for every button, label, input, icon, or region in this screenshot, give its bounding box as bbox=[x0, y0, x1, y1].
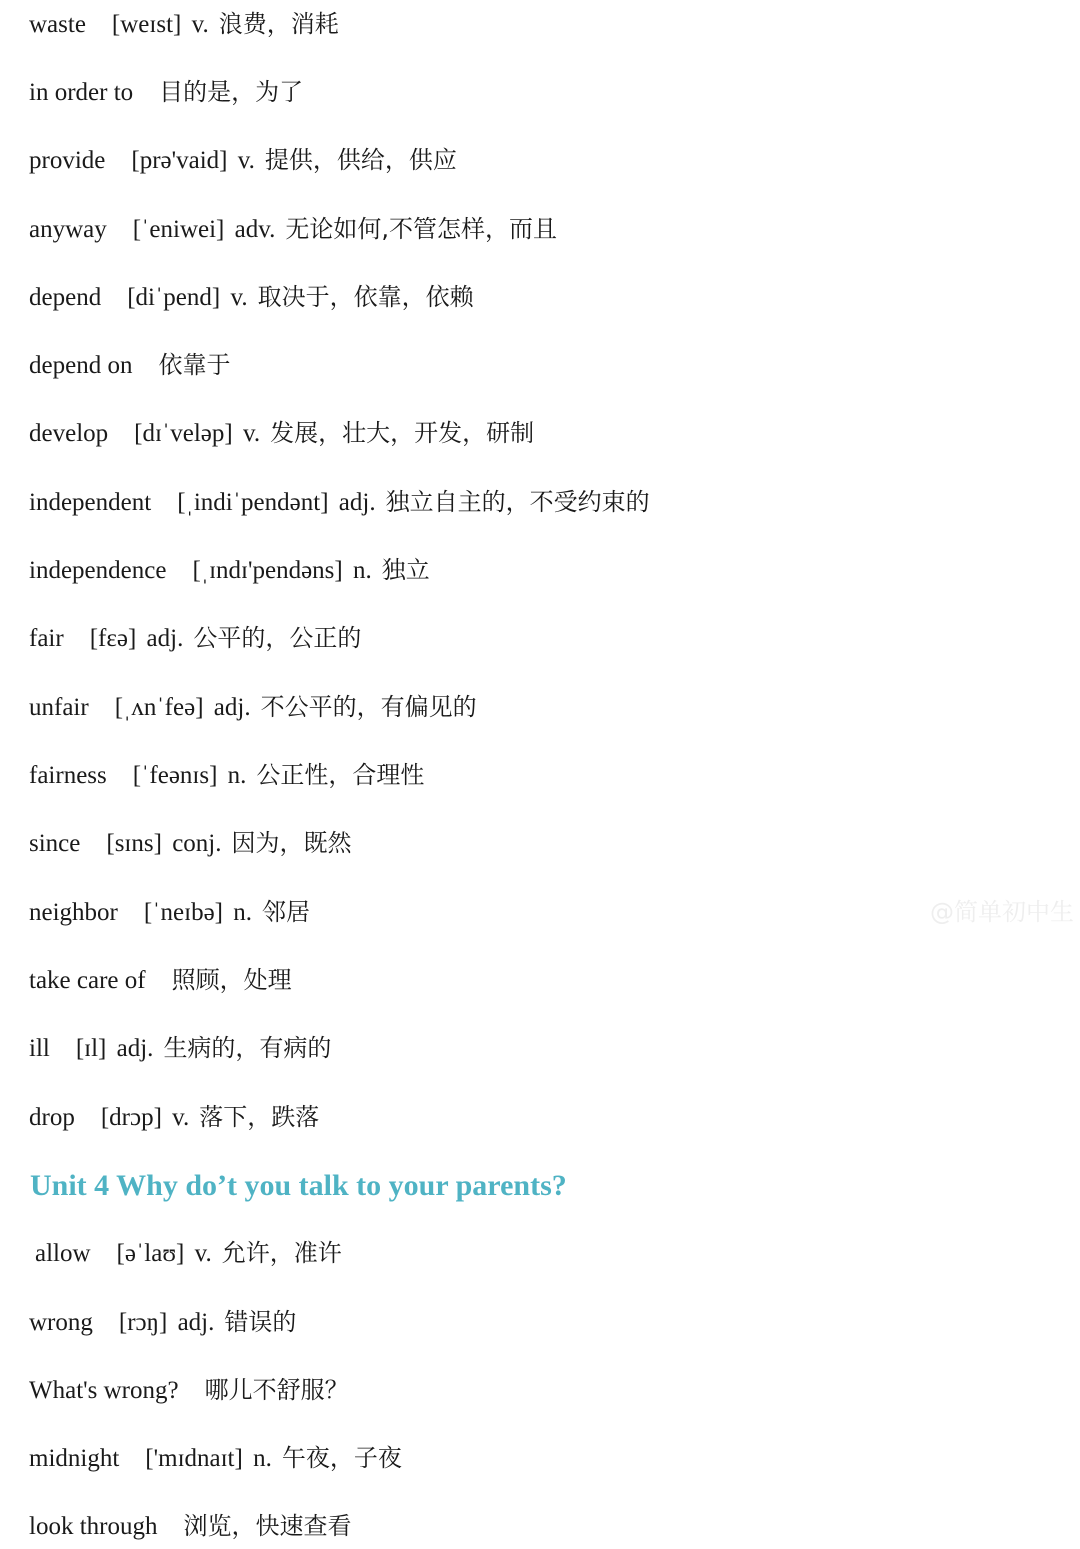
entry-meaning: 浏览，快速查看 bbox=[183, 1512, 352, 1540]
entry-pos: v. bbox=[242, 420, 261, 447]
entry-meaning: 邻居 bbox=[262, 898, 310, 926]
entry-word: develop bbox=[29, 420, 109, 447]
vocab-entry bbox=[29, 550, 430, 590]
entry-ipa: [diˈpend] bbox=[127, 284, 221, 311]
entry-meaning: 无论如何,不管怎样，而且 bbox=[285, 215, 557, 243]
entry-ipa: [ˈeniwei] bbox=[132, 216, 225, 243]
entry-ipa: [prə'vaid] bbox=[131, 147, 228, 174]
entry-meaning: 生病的，有病的 bbox=[163, 1034, 332, 1062]
entry-pos: v. bbox=[230, 284, 248, 311]
watermark: @简单初中生 bbox=[930, 898, 1074, 926]
entry-meaning: 独立自主的，不受约束的 bbox=[385, 488, 650, 516]
vocab-entry bbox=[29, 618, 361, 658]
entry-ipa: [ˈfeənɪs] bbox=[132, 762, 218, 789]
entry-word: wrong bbox=[29, 1309, 93, 1336]
vocab-entry bbox=[29, 687, 477, 727]
entry-meaning: 目的是，为了 bbox=[159, 78, 304, 106]
entry-word: provide bbox=[29, 147, 106, 174]
entry-word: anyway bbox=[29, 216, 107, 243]
entry-word: What's wrong? bbox=[29, 1377, 179, 1404]
entry-word: neighbor bbox=[29, 899, 118, 926]
entry-pos: v. bbox=[194, 1240, 212, 1267]
vocab-entry bbox=[29, 1097, 319, 1137]
entry-meaning: 发展，壮大，开发，研制 bbox=[270, 419, 535, 447]
vocab-entry bbox=[29, 209, 557, 249]
vocab-entry bbox=[29, 1370, 349, 1410]
vocab-entry bbox=[29, 277, 474, 317]
entry-ipa: ['mɪdnaɪt] bbox=[145, 1445, 243, 1472]
vocab-entry bbox=[29, 1302, 296, 1342]
vocab-entry bbox=[29, 140, 457, 180]
entry-meaning: 不公平的，有偏见的 bbox=[260, 693, 477, 721]
vocab-entry bbox=[29, 413, 534, 453]
entry-ipa: [ˈneɪbə] bbox=[143, 899, 223, 926]
entry-word: waste bbox=[29, 11, 86, 38]
entry-meaning: 取决于，依靠，依赖 bbox=[257, 283, 474, 311]
vocab-entry bbox=[29, 482, 650, 522]
vocab-entry bbox=[29, 72, 303, 112]
entry-pos: n. bbox=[253, 1445, 272, 1472]
entry-pos: n. bbox=[352, 557, 372, 584]
vocab-entry bbox=[29, 892, 310, 932]
entry-meaning: 因为，既然 bbox=[231, 829, 352, 857]
entry-ipa: [drɔp] bbox=[100, 1104, 162, 1131]
entry-word: depend on bbox=[29, 352, 133, 379]
vocab-entry bbox=[29, 1028, 331, 1068]
unit-heading: Unit 4 Why do’t you talk to your parents? bbox=[30, 1169, 567, 1202]
vocab-entry bbox=[29, 823, 351, 863]
entry-word: depend bbox=[29, 284, 102, 311]
vocab-entry bbox=[35, 1233, 342, 1273]
entry-meaning: 独立 bbox=[381, 556, 430, 584]
entry-ipa: [dɪˈveləp] bbox=[134, 420, 233, 447]
entry-meaning: 午夜，子夜 bbox=[281, 1444, 402, 1472]
entry-meaning: 公平的，公正的 bbox=[193, 624, 362, 652]
vocab-entry bbox=[29, 755, 424, 795]
vocab-entry bbox=[29, 1438, 402, 1478]
entry-pos: n. bbox=[227, 762, 247, 789]
entry-meaning: 错误的 bbox=[224, 1308, 297, 1336]
entry-word: midnight bbox=[29, 1445, 120, 1472]
entry-word: unfair bbox=[29, 694, 89, 721]
entry-meaning: 浪费，消耗 bbox=[218, 10, 339, 38]
entry-pos: n. bbox=[233, 899, 252, 926]
entry-pos: adj. bbox=[213, 694, 251, 721]
vocab-entry bbox=[29, 1506, 351, 1546]
entry-word: independence bbox=[29, 557, 167, 584]
entry-ipa: [ˌʌnˈfeə] bbox=[114, 694, 204, 721]
entry-pos: adv. bbox=[234, 216, 276, 243]
entry-word: take care of bbox=[29, 967, 146, 994]
entry-word: fairness bbox=[29, 762, 107, 789]
entry-word: allow bbox=[35, 1240, 91, 1267]
entry-meaning: 落下，跌落 bbox=[199, 1103, 320, 1131]
entry-pos: adj. bbox=[177, 1309, 215, 1336]
entry-word: ill bbox=[29, 1035, 50, 1062]
entry-word: drop bbox=[29, 1104, 75, 1131]
entry-word: look through bbox=[29, 1513, 158, 1540]
vocab-entry bbox=[29, 960, 292, 1000]
entry-pos: conj. bbox=[172, 830, 222, 857]
entry-ipa: [sɪns] bbox=[106, 830, 162, 857]
entry-pos: adj. bbox=[338, 489, 376, 516]
entry-meaning: 提供，供给，供应 bbox=[264, 146, 457, 174]
entry-meaning: 依靠于 bbox=[158, 351, 231, 379]
entry-meaning: 哪儿不舒服？ bbox=[204, 1376, 349, 1404]
entry-meaning: 公正性，合理性 bbox=[256, 761, 425, 789]
entry-ipa: [fɛə] bbox=[89, 625, 137, 652]
entry-ipa: [ɪl] bbox=[75, 1035, 107, 1062]
entry-ipa: [weɪst] bbox=[111, 11, 182, 38]
entry-word: independent bbox=[29, 489, 152, 516]
vocab-entry bbox=[29, 345, 230, 385]
entry-pos: v. bbox=[191, 11, 209, 38]
entry-word: since bbox=[29, 830, 81, 857]
entry-ipa: [ˌindiˈpendənt] bbox=[177, 489, 329, 516]
entry-word: in order to bbox=[29, 79, 134, 106]
entry-ipa: [rɔŋ] bbox=[118, 1309, 168, 1336]
vocab-entry bbox=[29, 4, 339, 44]
entry-word: fair bbox=[29, 625, 64, 652]
entry-pos: v. bbox=[172, 1104, 190, 1131]
entry-ipa: [əˈlaʊ] bbox=[116, 1240, 185, 1267]
entry-pos: adj. bbox=[116, 1035, 154, 1062]
entry-pos: v. bbox=[237, 147, 255, 174]
entry-ipa: [ˌɪndɪ'pendəns] bbox=[192, 557, 343, 584]
entry-meaning: 照顾，处理 bbox=[171, 966, 292, 994]
entry-pos: adj. bbox=[146, 625, 184, 652]
entry-meaning: 允许，准许 bbox=[221, 1239, 342, 1267]
